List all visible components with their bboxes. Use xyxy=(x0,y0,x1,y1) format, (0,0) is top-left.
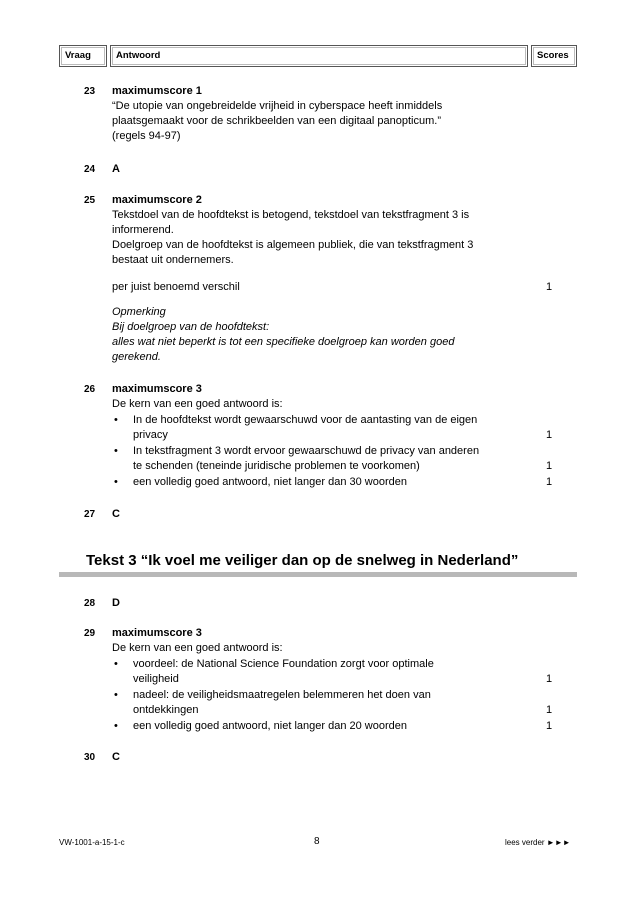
max-score: maximumscore 3 xyxy=(112,383,202,395)
scoring-text: per juist benoemd verschil xyxy=(112,281,240,293)
bullet-line: In de hoofdtekst wordt gewaarschuwd voor de aantasting van de eigen xyxy=(133,414,478,426)
note-line: alles wat niet beperkt is tot een specifieke doelgroep kan worden goed xyxy=(112,336,455,348)
bullet-marker: • xyxy=(114,414,118,426)
max-score: maximumscore 2 xyxy=(112,194,202,206)
question-number: 23 xyxy=(84,86,96,97)
bullet-marker: • xyxy=(114,445,118,457)
answer-line: Tekstdoel van de hoofdtekst is betogend, tekstdoel van tekstfragment 3 is xyxy=(112,209,470,221)
bullet-line: voordeel: de National Science Foundation zorgt voor optimale xyxy=(133,658,434,670)
score-value: 1 xyxy=(546,704,553,716)
section-heading: Tekst 3 “Ik voel me veiliger dan op de snelweg in Nederland” xyxy=(86,552,519,569)
answer-intro: De kern van een goed antwoord is: xyxy=(112,642,283,654)
note-line: gerekend. xyxy=(112,351,161,363)
question-number: 25 xyxy=(84,195,96,206)
bullet-marker: • xyxy=(114,720,118,732)
score-value: 1 xyxy=(546,720,553,732)
answer-letter: C xyxy=(112,508,120,520)
question-number: 24 xyxy=(84,164,96,175)
bullet-line: nadeel: de veiligheidsmaatregelen belemmeren het doen van xyxy=(133,689,431,701)
continue-label: lees verder ►►► xyxy=(505,838,571,847)
header-scores: Scores xyxy=(531,45,577,67)
answer-line: plaatsgemaakt voor de schrikbeelden van een digitaal panopticum.” xyxy=(112,115,441,127)
score-value: 1 xyxy=(546,460,553,472)
bullet-marker: • xyxy=(114,658,118,670)
answer-line: “De utopie van ongebreidelde vrijheid in cyberspace heeft inmiddels xyxy=(112,100,443,112)
score-value: 1 xyxy=(546,673,553,685)
bullet-line: In tekstfragment 3 wordt ervoor gewaarschuwd de privacy van anderen xyxy=(133,445,480,457)
bullet-line: privacy xyxy=(133,429,168,441)
header-vraag: Vraag xyxy=(59,45,107,67)
answer-letter: C xyxy=(112,751,120,763)
bullet-line: een volledig goed antwoord, niet langer dan 30 woorden xyxy=(133,476,407,488)
answer-line: bestaat uit ondernemers. xyxy=(112,254,234,266)
question-number: 29 xyxy=(84,628,96,639)
page-number: 8 xyxy=(314,836,320,847)
header-antwoord: Antwoord xyxy=(110,45,528,67)
bullet-line: veiligheid xyxy=(133,673,179,685)
answer-letter: D xyxy=(112,597,120,609)
question-number: 28 xyxy=(84,598,96,609)
bullet-line: te schenden (teneinde juridische problemen te voorkomen) xyxy=(133,460,420,472)
score-value: 1 xyxy=(546,429,553,441)
bullet-line: ontdekkingen xyxy=(133,704,199,716)
note-title: Opmerking xyxy=(112,306,166,318)
score-value: 1 xyxy=(546,476,553,488)
bullet-marker: • xyxy=(114,689,118,701)
bullet-marker: • xyxy=(114,476,118,488)
score-value: 1 xyxy=(546,281,553,293)
answer-intro: De kern van een goed antwoord is: xyxy=(112,398,283,410)
answer-line: (regels 94-97) xyxy=(112,130,181,142)
bullet-line: een volledig goed antwoord, niet langer dan 20 woorden xyxy=(133,720,407,732)
answer-line: Doelgroep van de hoofdtekst is algemeen publiek, die van tekstfragment 3 xyxy=(112,239,474,251)
question-number: 27 xyxy=(84,509,96,520)
footer-code: VW-1001-a-15-1-c xyxy=(59,838,125,847)
max-score: maximumscore 1 xyxy=(112,85,202,97)
section-divider xyxy=(59,572,577,577)
question-number: 26 xyxy=(84,384,96,395)
answer-line: informerend. xyxy=(112,224,174,236)
answer-letter: A xyxy=(112,163,120,175)
question-number: 30 xyxy=(84,752,96,763)
note-line: Bij doelgroep van de hoofdtekst: xyxy=(112,321,270,333)
max-score: maximumscore 3 xyxy=(112,627,202,639)
